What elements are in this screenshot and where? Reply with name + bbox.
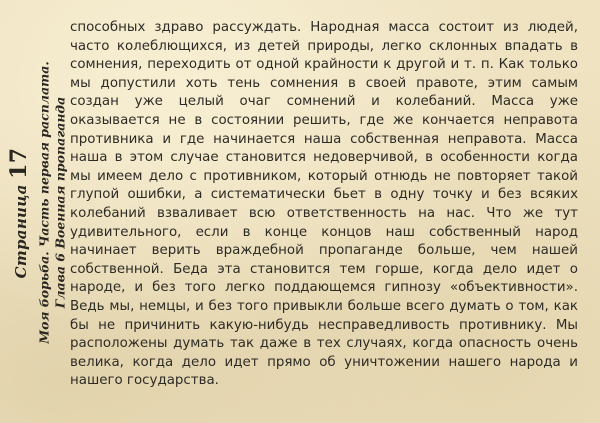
body-paragraph: способных здраво рассуждать. Народная масса состоит из людей, часто колеблющихся, из детей природы, легко склонных впадать в сомнения, переходить от одной крайности к другой и т. п. Как только мы допустили хоть тень сомнения в своей правоте, этим самым создан уже целый очаг сомнений и колебаний. Масса уже оказывается не в состоянии решить, где же кончается неправота противника и где начинается наша собственная неправота. Масса наша в этом случае становится недоверчивой, в особенности когда мы имеем дело с противником, который отнюдь не повторяет такой глупой ошибки, а систематически бьет в одну точку и без всяких колебаний взваливает всю ответственность на нас. Что же тут удивительного, если в конце концов наш собственный народ начинает верить враждебной пропаганде больше, чем нашей собственной. Беда эта становится тем горше, когда дело идет о народе, и без того легко поддающемся гипнозу «объективности». Ведь мы, немцы, и без того привыкли больше всего думать о том, как бы не причинить какую-нибудь несправедливость противнику. Мы расположены думать так даже в тех случаях, когда опасность очень велика, когда дело идет прямо об уничтожении нашего народа и нашего государства. (70, 20, 578, 389)
chapter-title: Глава 6 Военная пропаганда (52, 96, 68, 308)
page-sidebar (0, 0, 66, 423)
page-body (70, 19, 578, 391)
book-title: Моя борьба. Часть первая расплата. (36, 60, 52, 344)
page-number-label (6, 53, 32, 373)
page-label: Страница (12, 183, 30, 278)
page-number: 17 (6, 147, 32, 179)
